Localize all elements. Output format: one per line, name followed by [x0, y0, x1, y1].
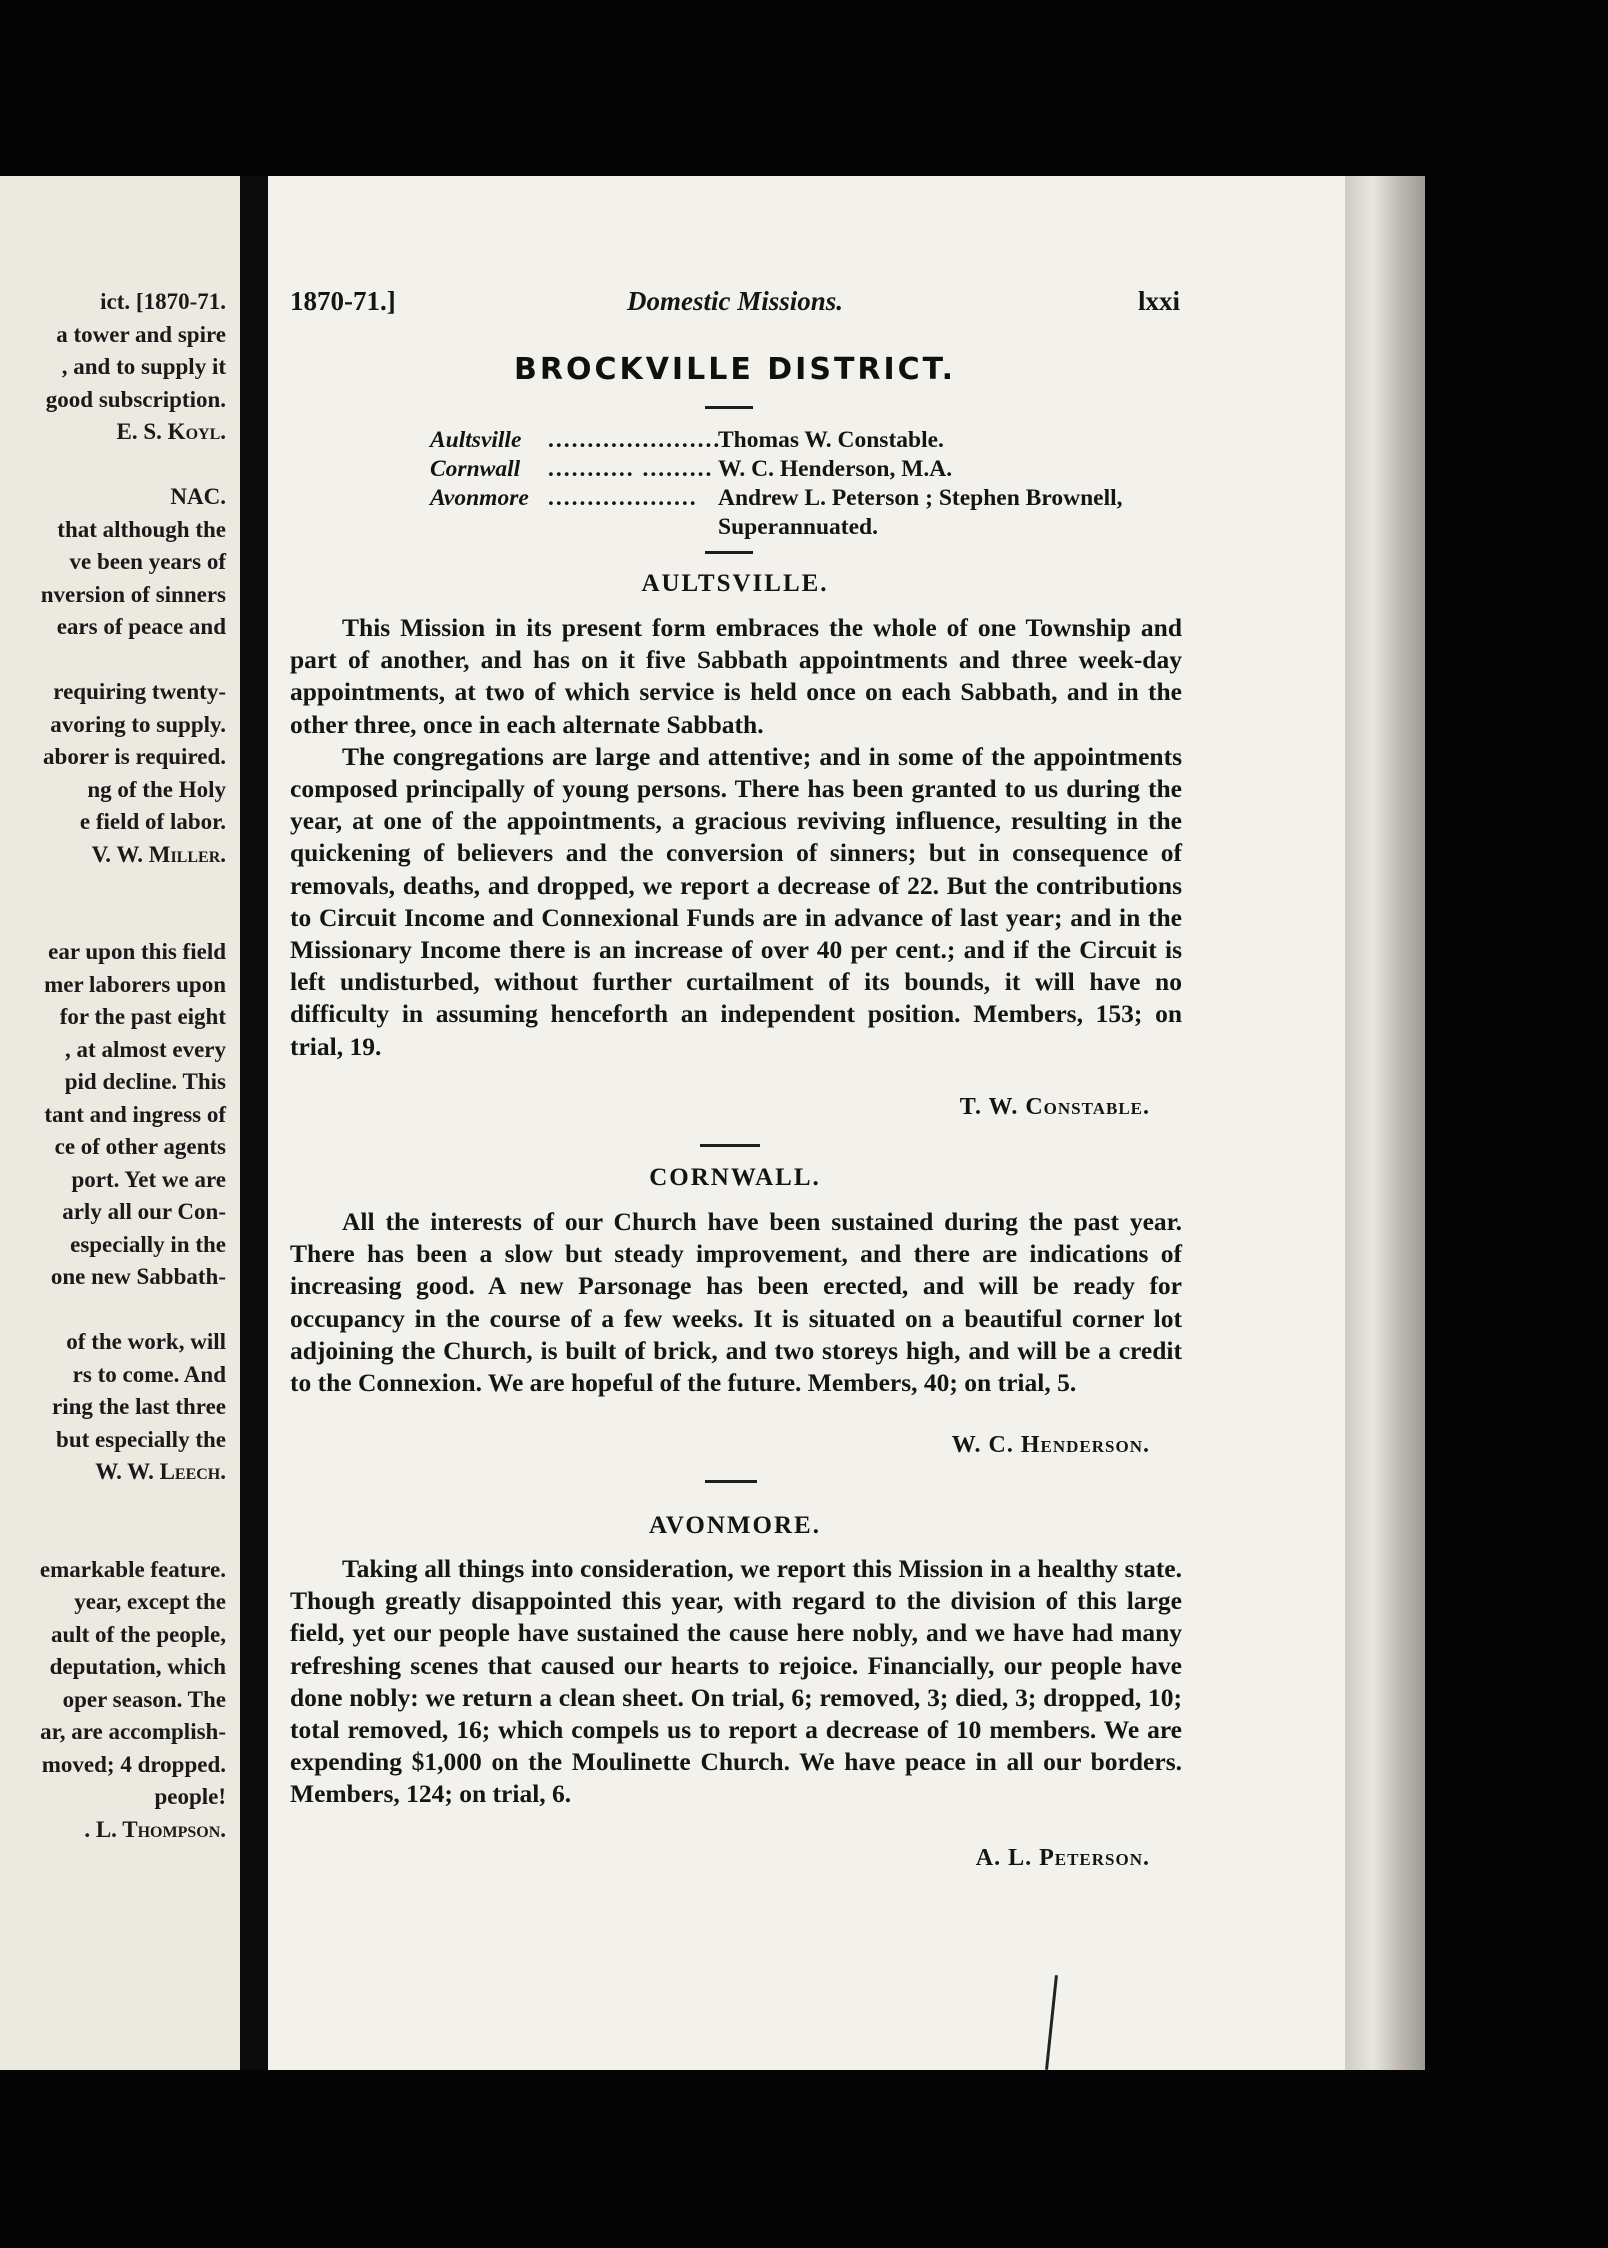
left-page-line: ve been years of	[69, 549, 226, 574]
left-page-line: arly all our Con-	[62, 1199, 226, 1224]
signature-henderson: W. C. Henderson.	[951, 1432, 1150, 1458]
left-page-line: ault of the people,	[50, 1621, 226, 1647]
rule	[705, 1480, 757, 1483]
left-page-line	[0, 871, 226, 904]
circuit-preacher: W. C. Henderson, M.A.	[718, 456, 953, 482]
left-page-text	[0, 286, 226, 1846]
page-edge	[1345, 176, 1425, 2070]
left-page-line	[0, 1489, 226, 1522]
folio-right: lxxi	[1137, 286, 1180, 316]
left-page-line: e field of labor.	[79, 809, 226, 834]
rule	[705, 406, 753, 409]
left-page-line	[0, 449, 226, 482]
left-page-line: people!	[154, 1784, 226, 1809]
circuit-place: Aultsville	[430, 427, 522, 453]
left-page-line: , at almost every	[65, 1036, 226, 1062]
circuit-row	[430, 513, 1190, 542]
left-page	[0, 176, 240, 2070]
leader-dots: ........... .........	[548, 456, 714, 482]
left-page-line: moved; 4 dropped.	[41, 1751, 226, 1777]
signature-peterson: A. L. Peterson.	[975, 1845, 1150, 1871]
section-title-avonmore: AVONMORE.	[649, 1512, 821, 1539]
left-page-line	[0, 1521, 226, 1554]
left-page-line: for the past eight	[59, 1004, 226, 1029]
left-page-line: year, except the	[74, 1589, 226, 1614]
left-page-line: ears of peace and	[56, 614, 226, 639]
left-page-line: pid decline. This	[64, 1069, 226, 1094]
circuit-row	[430, 484, 1190, 513]
left-page-line: good subscription.	[45, 386, 226, 412]
left-page-line: NAC.	[170, 484, 226, 509]
left-page-line: avoring to supply.	[50, 711, 226, 737]
left-page-line	[0, 644, 226, 677]
leader-dots: ......................	[548, 427, 722, 453]
left-page-line: , and to supply it	[61, 354, 226, 379]
left-page-line: that although the	[57, 516, 226, 542]
left-page-line: tant and ingress of	[44, 1101, 226, 1127]
left-page-line	[0, 1294, 226, 1327]
running-head: Domestic Missions.	[626, 286, 844, 316]
rule	[700, 1144, 760, 1147]
left-page-line: ict. [1870-71.	[100, 289, 226, 314]
paragraph: All the interests of our Church have been sustained during the past year. There has been a slow but steady improvement, and there are indications of increasing good. A new Parsonage has been erected, and will be ready for occupancy in the course of a few weeks. It is situated on a beautiful corner lot adjoining the Church, is built of brick, and two storeys high, and will be a credit to the Connexion. We are hopeful of the future. Members, 40; on trial, 5.	[290, 1207, 1182, 1398]
left-page-line: E. S. Koyl.	[116, 419, 226, 444]
left-page-line: oper season. The	[62, 1686, 226, 1712]
left-page-line: W. W. Leech.	[95, 1459, 226, 1484]
circuit-list	[430, 426, 1190, 542]
aultsville-text	[290, 612, 1182, 1063]
left-page-line: ear upon this field	[48, 939, 226, 964]
avonmore-text	[290, 1553, 1182, 1811]
circuit-row	[430, 426, 1190, 455]
leader-dots: ...................	[548, 485, 698, 511]
left-page-line: deputation, which	[49, 1654, 226, 1679]
district-title: BROCKVILLE DISTRICT.	[513, 352, 956, 387]
left-page-line: ar, are accomplish-	[40, 1719, 226, 1744]
left-page-line: emarkable feature.	[39, 1556, 226, 1582]
left-page-line: ce of other agents	[54, 1134, 226, 1159]
left-page-line: aborer is required.	[43, 744, 226, 769]
circuit-preacher: Andrew L. Peterson ; Stephen Brownell,	[718, 485, 1123, 511]
left-page-line: especially in the	[70, 1231, 226, 1257]
circuit-row	[430, 455, 1190, 484]
section-title-aultsville: AULTSVILLE.	[641, 570, 829, 597]
left-page-line: port. Yet we are	[71, 1166, 226, 1192]
left-page-line: ng of the Holy	[87, 776, 226, 802]
left-page-line: . L. Thompson.	[84, 1816, 226, 1842]
circuit-preacher: Superannuated.	[718, 514, 878, 540]
left-page-line: requiring twenty-	[53, 679, 226, 704]
signature-constable: T. W. Constable.	[959, 1094, 1150, 1120]
book-gutter	[240, 176, 268, 2070]
left-page-line: one new Sabbath-	[50, 1264, 226, 1289]
left-page-line: rs to come. And	[72, 1361, 226, 1387]
circuit-place: Cornwall	[430, 456, 521, 482]
paragraph: The congregations are large and attentive; and in some of the appointments composed principally of young persons. There has been granted to us during the year, at one of the appointments, a gracious reviving influence, resulting in the quickening of believers and the conversion of sinners; but in consequence of removals, deaths, and dropped, we report a decrease of 22. But the contributions to Circuit Income and Connexional Funds are in advance of last year; and in the Missionary Income there is an increase of over 40 per cent.; and if the Circuit is left undisturbed, without further curtailment of its bounds, it will have no difficulty in assuming henceforth an independent position. Members, 153; on trial, 19.	[290, 741, 1182, 1061]
left-page-line: nversion of sinners	[40, 581, 226, 607]
circuit-preacher: Thomas W. Constable.	[718, 427, 944, 453]
left-page-line: V. W. Miller.	[91, 841, 226, 867]
left-page-line: mer laborers upon	[44, 971, 226, 997]
section-title-cornwall: CORNWALL.	[649, 1164, 821, 1191]
paragraph: This Mission in its present form embraces the whole of one Township and part of another, and has on it five Sabbath appointments and three week-day appointments, at two of which service is held once on each Sabbath, and in the other three, once in each alternate Sabbath.	[290, 613, 1182, 739]
rule	[705, 551, 753, 554]
left-page-line: ring the last three	[52, 1394, 226, 1419]
left-page-line	[0, 904, 226, 937]
cornwall-text	[290, 1206, 1182, 1399]
left-page-line: but especially the	[56, 1426, 226, 1452]
folio-left: 1870-71.]	[290, 286, 396, 316]
paragraph: Taking all things into consideration, we report this Mission in a healthy state. Though greatly disappointed this year, with regard to the division of this large field, yet our people have sustained the cause here nobly, and we have had many refreshing scenes that caused our hearts to rejoice. Financially, our people have done nobly: we return a clean sheet. On trial, 6; removed, 3; died, 3; dropped, 10; total removed, 16; which compels us to report a decrease of 10 members. We are expending $1,000 on the Moulinette Church. We have peace in all our borders. Members, 124; on trial, 6.	[290, 1554, 1182, 1809]
left-page-line: of the work, will	[66, 1329, 226, 1354]
circuit-place: Avonmore	[430, 485, 529, 511]
left-page-line: a tower and spire	[56, 321, 226, 347]
